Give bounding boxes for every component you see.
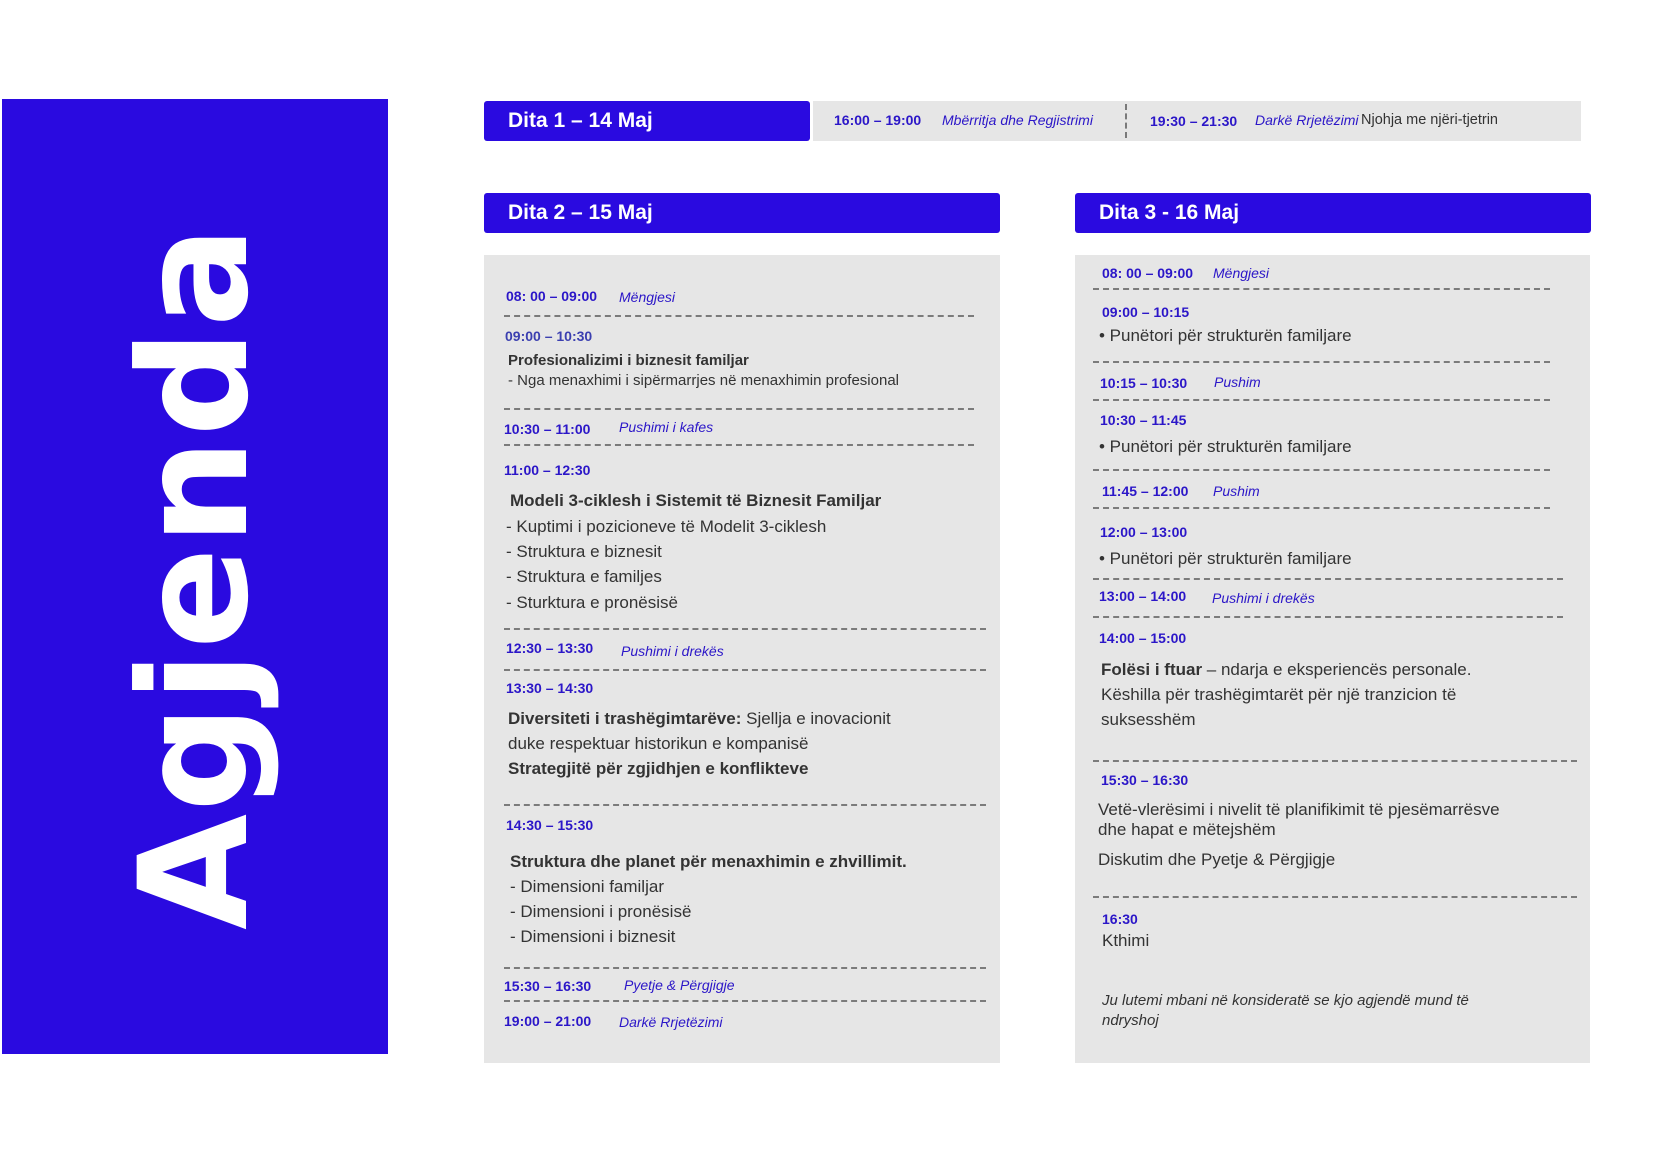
d2-s2-time: 09:00 – 10:30 xyxy=(505,328,593,344)
d2-s8-label: Pyetje & Përgjigje xyxy=(624,977,735,993)
divider xyxy=(1093,616,1563,618)
d2-s4-time: 11:00 – 12:30 xyxy=(504,462,591,478)
d3-s6-time: 12:00 – 13:00 xyxy=(1100,524,1188,540)
d3-s10-text: Kthimi xyxy=(1102,931,1150,950)
d3-s8-time: 14:00 – 15:00 xyxy=(1099,630,1187,646)
divider xyxy=(504,408,974,410)
d2-s6-bold: Diversiteti i trashëgimtarëve: xyxy=(508,709,742,728)
d2-s6-line1 xyxy=(508,709,891,729)
d2-s4-item: - Sturktura e pronësisë xyxy=(506,593,678,612)
divider xyxy=(1093,578,1563,580)
d3-s8-rest: – ndarja e eksperiencës personale. xyxy=(1202,660,1472,679)
d3-s9-line1: Vetë-vlerësimi i nivelit të planifikimit të pjesëmarrësve xyxy=(1098,800,1500,819)
d2-s3-label: Pushimi i kafes xyxy=(619,419,714,435)
divider xyxy=(1093,896,1577,898)
d3-s7-time: 13:00 – 14:00 xyxy=(1099,588,1187,604)
divider xyxy=(504,444,974,446)
d2-s8-time: 15:30 – 16:30 xyxy=(504,978,592,994)
d3-s9-line3: Diskutim dhe Pyetje & Përgjigje xyxy=(1098,850,1336,869)
d2-s2-title: Profesionalizimi i biznesit familjar xyxy=(508,352,749,369)
d3-s1-time: 08: 00 – 09:00 xyxy=(1102,265,1194,281)
d3-s8-bold: Folësi i ftuar xyxy=(1101,660,1203,679)
d3-s2-time: 09:00 – 10:15 xyxy=(1102,304,1190,320)
divider xyxy=(504,804,986,806)
d2-s9-time: 19:00 – 21:00 xyxy=(504,1013,592,1029)
divider xyxy=(1093,288,1550,290)
note-line2: ndryshoj xyxy=(1102,1012,1159,1029)
day1-header: Dita 1 – 14 Maj xyxy=(484,101,810,141)
d2-s6-line2: duke respektuar historikun e kompanisë xyxy=(508,734,809,753)
d2-s5-time: 12:30 – 13:30 xyxy=(506,640,594,656)
day3-panel xyxy=(1075,255,1590,1063)
d3-s3-time: 10:15 – 10:30 xyxy=(1100,375,1188,391)
d3-s4-text: • Punëtori për strukturën familjare xyxy=(1099,437,1352,456)
d2-s6-line3: Strategjitë për zgjidhjen e konflikteve xyxy=(508,759,809,778)
day3-header: Dita 3 - 16 Maj xyxy=(1075,193,1591,233)
day2-header: Dita 2 – 15 Maj xyxy=(484,193,1000,233)
day1-strip xyxy=(813,101,1581,141)
day1-slot2-time: 19:30 – 21:30 xyxy=(1150,113,1238,129)
d2-s4-item: - Struktura e biznesit xyxy=(506,542,662,561)
d3-s5-label: Pushim xyxy=(1213,483,1260,499)
day1-slot2-text: Njohja me njëri-tjetrin xyxy=(1361,112,1498,128)
divider xyxy=(1093,507,1550,509)
d3-s8-line2: Këshilla për trashëgimtarët për një tranzicion të xyxy=(1101,685,1457,704)
divider xyxy=(1093,361,1550,363)
day2-panel xyxy=(484,255,1000,1063)
d2-s7-title: Struktura dhe planet për menaxhimin e zhvillimit. xyxy=(510,852,907,871)
side-banner xyxy=(2,99,388,1054)
d2-s7-item: - Dimensioni familjar xyxy=(510,877,664,896)
d2-s4-item: - Struktura e familjes xyxy=(506,567,662,586)
d3-s4-time: 10:30 – 11:45 xyxy=(1100,412,1187,428)
d3-s5-time: 11:45 – 12:00 xyxy=(1102,483,1189,499)
d3-s8-line3: suksesshëm xyxy=(1101,710,1196,729)
divider xyxy=(504,1000,986,1002)
note-line1: Ju lutemi mbani në konsideratë se kjo agjendë mund të xyxy=(1102,992,1469,1009)
d2-s6-time: 13:30 – 14:30 xyxy=(506,680,594,696)
d3-s8-line1 xyxy=(1101,660,1471,680)
day1-divider xyxy=(1125,104,1127,138)
day1-slot2-label: Darkë Rrjetëzimi xyxy=(1255,112,1359,128)
divider xyxy=(504,669,986,671)
d2-s2-line: - Nga menaxhimi i sipërmarrjes në menaxhimin profesional xyxy=(508,372,899,389)
d2-s7-time: 14:30 – 15:30 xyxy=(506,817,594,833)
divider xyxy=(504,628,986,630)
d2-s3-time: 10:30 – 11:00 xyxy=(504,421,591,437)
d2-s1-time: 08: 00 – 09:00 xyxy=(506,288,598,304)
day1-slot1-time: 16:00 – 19:00 xyxy=(834,112,922,128)
day1-slot1-label: Mbërritja dhe Regjistrimi xyxy=(942,112,1093,128)
d3-s2-text: • Punëtori për strukturën familjare xyxy=(1099,326,1352,345)
d3-s7-label: Pushimi i drekës xyxy=(1212,590,1315,606)
divider xyxy=(1093,469,1550,471)
d2-s9-label: Darkë Rrjetëzimi xyxy=(619,1014,723,1030)
d3-s9-time: 15:30 – 16:30 xyxy=(1101,772,1189,788)
d2-s6-rest: Sjellja e inovacionit xyxy=(741,709,891,728)
d2-s4-item: - Kuptimi i pozicioneve të Modelit 3-ciklesh xyxy=(506,517,827,536)
d3-s9-line2: dhe hapat e mëtejshëm xyxy=(1098,820,1276,839)
d3-s10-time: 16:30 xyxy=(1102,911,1138,927)
d2-s4-title: Modeli 3-ciklesh i Sistemit të Biznesit Familjar xyxy=(510,491,882,510)
divider xyxy=(1093,760,1577,762)
d2-s7-item: - Dimensioni i pronësisë xyxy=(510,902,692,921)
d3-s3-label: Pushim xyxy=(1214,374,1261,390)
d3-s6-text: • Punëtori për strukturën familjare xyxy=(1099,549,1352,568)
d2-s7-item: - Dimensioni i biznesit xyxy=(510,927,676,946)
divider xyxy=(504,967,986,969)
d3-s1-label: Mëngjesi xyxy=(1213,265,1270,281)
divider xyxy=(1093,399,1550,401)
d2-s5-label: Pushimi i drekës xyxy=(621,643,724,659)
d2-s1-label: Mëngjesi xyxy=(619,289,676,305)
divider xyxy=(504,315,974,317)
agenda-title: Agjenda xyxy=(108,224,282,930)
